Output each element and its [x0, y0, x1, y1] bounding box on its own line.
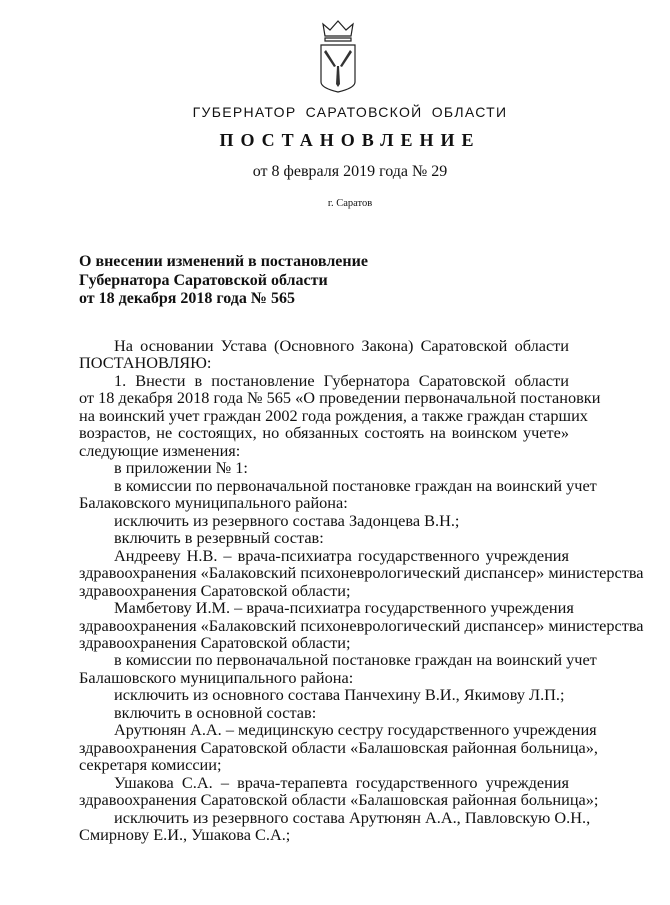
- document-type-title: ПОСТАНОВЛЕНИЕ: [219, 130, 481, 150]
- body-text-line: 1. Внести в постановление Губернатора Саратовской области: [114, 370, 569, 390]
- body-text-line: на воинский учет граждан 2002 года рождения, а также граждан старших: [79, 405, 588, 425]
- body-text-line: На основании Устава (Основного Закона) Саратовской области: [114, 336, 569, 355]
- document-body: [79, 336, 644, 845]
- saratov-coat-of-arms-icon: [313, 18, 363, 94]
- body-text-line: Мамбетову И.М. – врача-психиатра государственного учреждения: [114, 598, 574, 618]
- body-text-line: здравоохранения Саратовской области;: [79, 632, 351, 652]
- issuing-authority: ГУБЕРНАТОР САРАТОВСКОЙ ОБЛАСТИ: [192, 104, 508, 120]
- body-text-line: здравоохранения «Балаковский психоневрологический диспансер» министерства: [79, 563, 644, 583]
- body-text-line: Арутюнян А.А. – медицинскую сестру государственного учреждения: [114, 720, 597, 740]
- body-text-line: здравоохранения «Балаковский психоневрологический диспансер» министерства: [79, 615, 644, 635]
- body-text-line: ПОСТАНОВЛЯЮ:: [79, 353, 212, 373]
- body-text-line: Смирнову Е.И., Ушакова С.А.;: [79, 825, 291, 845]
- document-date-number: от 8 февраля 2019 года № 29: [252, 163, 448, 180]
- document-city: г. Саратов: [327, 198, 373, 209]
- subject-line: Губернатора Саратовской области: [79, 271, 328, 289]
- document-subject: [79, 253, 368, 309]
- body-text-line: в приложении № 1:: [114, 458, 248, 478]
- body-text-line: исключить из резервного состава Арутюнян А.А., Павловскую О.Н.,: [114, 807, 591, 827]
- body-text-line: секретаря комиссии;: [79, 755, 222, 775]
- body-text-line: возрастов, не состоящих, но обязанных состоять на воинском учете»: [79, 423, 569, 443]
- body-text-line: здравоохранения Саратовской области «Балашовская районная больница»;: [79, 790, 599, 810]
- body-text-line: здравоохранения Саратовской области;: [79, 580, 351, 600]
- body-text-line: исключить из основного состава Панчехину В.И., Якимову Л.П.;: [114, 685, 565, 705]
- body-text-line: исключить из резервного состава Задонцева В.Н.;: [114, 510, 460, 530]
- body-text-line: включить в резервный состав:: [114, 528, 324, 548]
- body-text-line: Андрееву Н.В. – врача-психиатра государственного учреждения: [114, 545, 569, 565]
- body-text-line: Балаковского муниципального района:: [79, 493, 348, 513]
- body-text-line: здравоохранения Саратовской области «Балашовская районная больница»,: [79, 737, 598, 757]
- subject-line: от 18 декабря 2018 года № 565: [79, 290, 295, 307]
- body-text-line: в комиссии по первоначальной постановке граждан на воинский учет: [114, 650, 597, 670]
- body-text-line: Балашовского муниципального района:: [79, 667, 354, 687]
- body-text-line: в комиссии по первоначальной постановке граждан на воинский учет: [114, 475, 597, 495]
- body-text-line: Ушакова С.А. – врача-терапевта государственного учреждения: [114, 772, 569, 792]
- body-text-line: следующие изменения:: [79, 440, 241, 460]
- body-text-line: от 18 декабря 2018 года № 565 «О проведении первоначальной постановки: [79, 388, 601, 408]
- subject-line: О внесении изменений в постановление: [79, 253, 368, 270]
- body-text-line: включить в основной состав:: [114, 702, 317, 722]
